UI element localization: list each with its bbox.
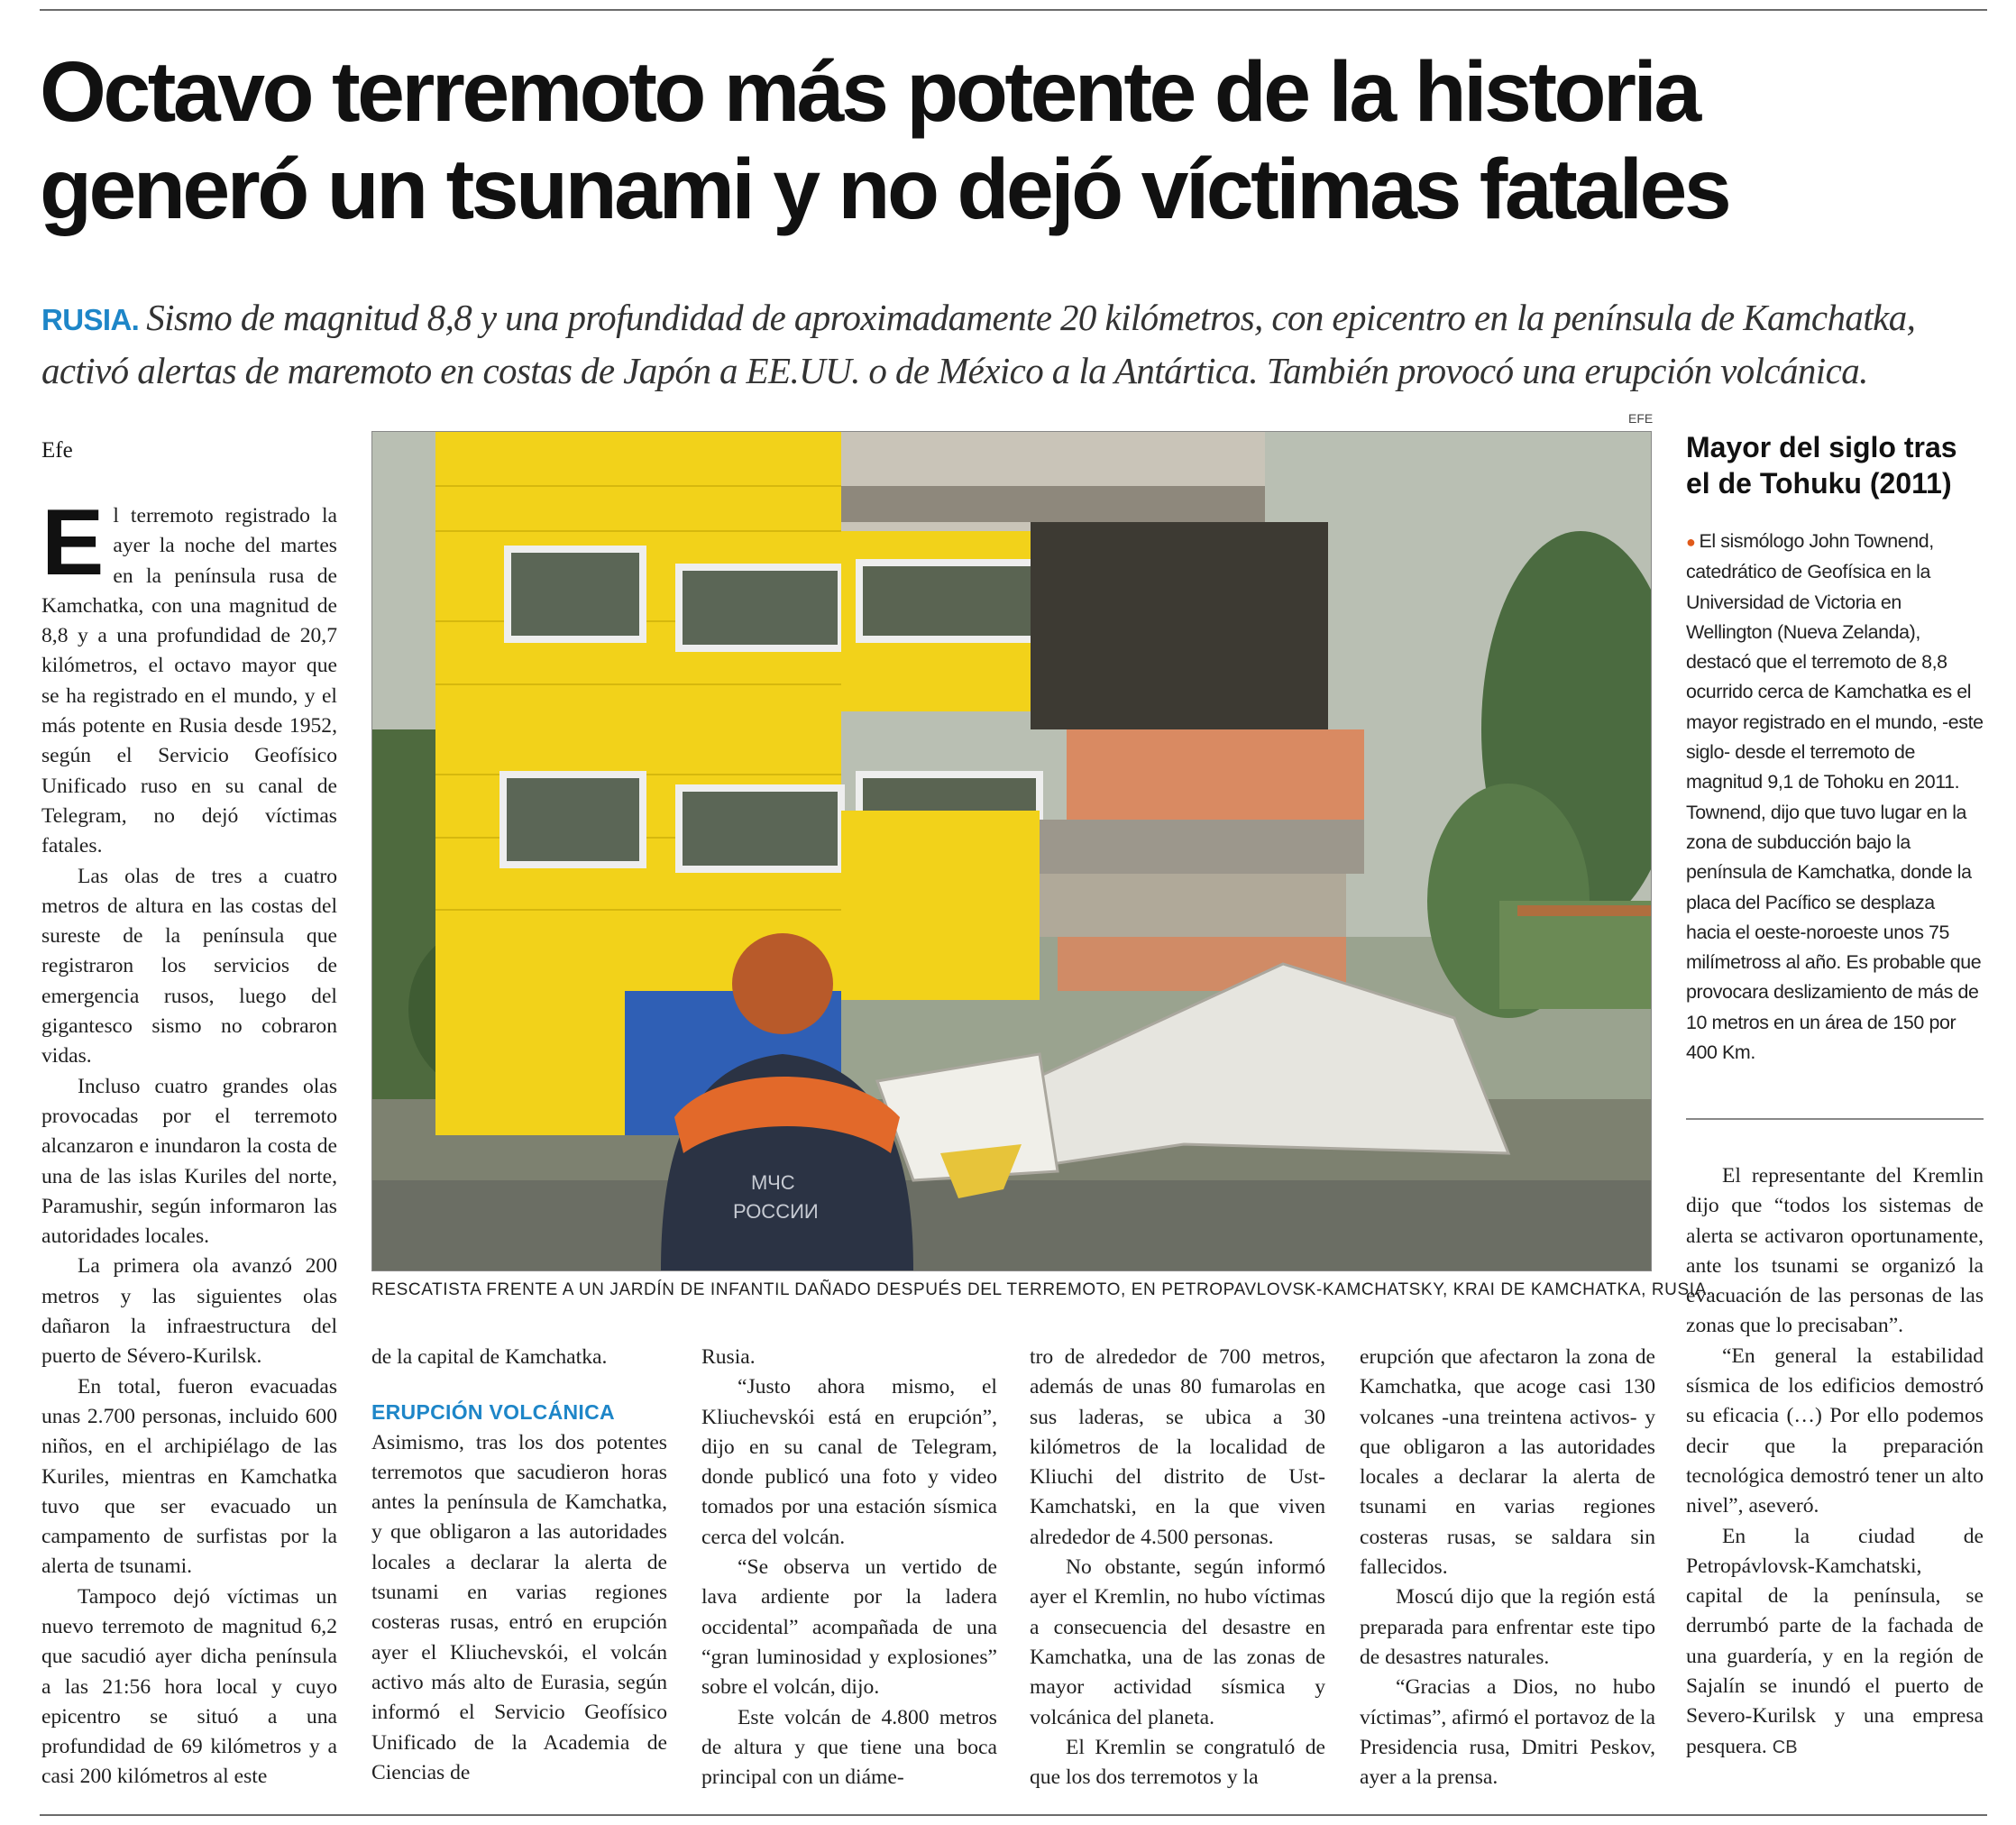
news-photo xyxy=(371,431,1652,1271)
article-paragraph: En total, fueron evacuadas unas 2.700 personas, incluido 600 niños, en el archipiélago de las Kuriles, mientras en Kamchatka tuvo que ser evacuado un campamento de surfistas por la alerta de tsunami. xyxy=(41,1374,337,1579)
sidebar-paragraph: ● El sismólogo John Townend, catedrático de Geofísica en la Universidad de Victoria en Wellington (Nueva Zelanda), destacó que el terremoto de 8,8 ocurrido cerca de Kamchatka es el mayor registrado en el mundo, -este siglo- desde el terremoto de magnitud 9,1 de Tohoku en 2011. Townend, dijo que tuvo lugar en la zona de subducción bajo la península de Kamchatka, donde la placa del Pacífico se desplaza hacia el oeste-noroeste unos 75 milímetross al año. Es probable que provocara deslizamiento de más de 10 metros en un área de 150 por 400 Km. xyxy=(1686,530,1984,1064)
article-paragraph: El representante del Kremlin dijo que “todos los sistemas de alerta se activaron oportunamente, ante los tsunami se organizó la evacuación de las personas de las zonas que lo precisaban”. xyxy=(1686,1164,1984,1338)
sidebar-title: Mayor del siglo tras el de Tohuku (2011) xyxy=(1686,431,1957,500)
article-paragraph: Este volcán de 4.800 metros de altura y que tiene una boca principal con un diáme- xyxy=(701,1705,997,1790)
article-paragraph: Tampoco dejó víctimas un nuevo terremoto de magnitud 6,2 que sacudió ayer dicha península a las 21:56 hora local y cuyo epicentro se situó a una profundidad de 69 kilómetros y a casi 200 kilómetros al este xyxy=(41,1584,337,1789)
drop-cap: E xyxy=(41,491,105,595)
sidebar-divider xyxy=(1686,1118,1984,1120)
sidebar-text xyxy=(1686,527,1984,1068)
deck-text: Sismo de magnitud 8,8 y una profundidad de aproximadamente 20 kilómetros, con epicentro en la península de Kamchatka, activó alertas de maremoto en costas de Japón a EE.UU. o de México a la Antártica. También provocó una erupción volcánica. xyxy=(41,297,1916,391)
article-paragraph: “Gracias a Dios, no hubo víctimas”, afirmó el portavoz de la Presidencia rusa, Dmitri Peskov, ayer a la prensa. xyxy=(1360,1675,1655,1790)
vest-text: МЧС xyxy=(751,1171,795,1194)
article-column-6 xyxy=(1686,1161,1984,1763)
article-column-2 xyxy=(371,1343,667,1788)
deck xyxy=(41,292,1989,396)
article-column-1 xyxy=(41,491,337,1793)
article-paragraph: Asimismo, tras los dos potentes terremotos que sacudieron horas antes la península de Kamchatka, y que obligaron a las autoridades locales a declarar la alerta de tsunami en varias regiones costeras rusas, entró en erupción ayer el Kliuchevskói, el volcán activo más alto de Eurasia, según informó el Servicio Geofísico Unificado de la Academia de Ciencias de xyxy=(371,1430,667,1784)
top-rule xyxy=(40,9,1987,11)
end-mark: CB xyxy=(1772,1737,1798,1757)
article-column-3 xyxy=(701,1343,997,1793)
article-paragraph: La primera ola avanzó 200 metros y las siguientes olas dañaron la infraestructura del puerto de Sévero-Kurilsk. xyxy=(41,1254,337,1369)
photo-credit: EFE xyxy=(1628,411,1654,426)
article-column-4 xyxy=(1030,1343,1325,1793)
vest-text: РОССИИ xyxy=(733,1200,819,1223)
article-paragraph: Las olas de tres a cuatro metros de altura en las costas del sureste de la península que registraron los servicios de emergencia rusos, luego del gigantesco sismo no cobraron vidas. xyxy=(41,864,337,1068)
article-paragraph: de la capital de Kamchatka. xyxy=(371,1345,608,1369)
article-paragraph: “Justo ahora mismo, el Kliuchevskói está en erupción”, dijo en su canal de Telegram, donde publicó una foto y video tomados por una estación sísmica cerca del volcán. xyxy=(701,1375,997,1549)
article-paragraph: El terremoto registrado la ayer la noche del martes en la península rusa de Kamchatka, con una magnitud de 8,8 y a una profundidad de 20,7 kilómetros, el octavo mayor que se ha registrado en el mundo, y el más potente en Rusia desde 1952, según el Servicio Geofísico Unificado ruso en su canal de Telegram, no dejó víctimas fatales. xyxy=(41,491,337,858)
article-paragraph: tro de alrededor de 700 metros, además de unas 80 fumarolas en sus laderas, se ubica a 30 kilómetros de la localidad de Kliuchi del distrito de Ust-Kamchatski, en la que viven alrededor de 4.500 personas. xyxy=(1030,1345,1325,1549)
article-paragraph: Rusia. xyxy=(701,1345,756,1369)
article-paragraph: Moscú dijo que la región está preparada para enfrentar este tipo de desastres naturales. xyxy=(1360,1585,1655,1669)
photo-caption: RESCATISTA FRENTE A UN JARDÍN DE INFANTIL DAÑADO DESPUÉS DEL TERREMOTO, EN PETROPAVLOVSK-KAMCHATSKY, KRAI DE KAMCHATKA, RUSIA. xyxy=(371,1280,1712,1299)
bullet-icon: ● xyxy=(1686,533,1696,551)
article-column-5 xyxy=(1360,1343,1655,1793)
article-paragraph: erupción que afectaron la zona de Kamchatka, que acoge casi 130 volcanes -una treintena activos- y que obligaron a las autoridades locales a declarar la alerta de tsunami en varias regiones costeras rusas, se saldara sin fallecidos. xyxy=(1360,1345,1655,1580)
article-paragraph: En la ciudad de Petropávlovsk-Kamchatski, capital de la península, se derrumbó parte de la fachada de una guardería, y en la región de Sajalín se inundó el puerto de Severo-Kurilsk y una empresa pesquera. CB xyxy=(1686,1524,1984,1758)
section-tag: RUSIA. xyxy=(41,303,140,336)
headline-line-1: Octavo terremoto más potente de la historia xyxy=(40,44,1699,140)
article-paragraph: El Kremlin se congratuló de que los dos terremotos y la xyxy=(1030,1735,1325,1790)
article-paragraph: No obstante, según informó ayer el Kremlin, no hubo víctimas a consecuencia del desastre en Kamchatka, una de las zonas de mayor actividad sísmica y volcánica del planeta. xyxy=(1030,1555,1325,1729)
article-paragraph: “Se observa un vertido de lava ardiente por la ladera occidental” acompañada de una “gran luminosidad y explosiones” sobre el volcán, dijo. xyxy=(701,1555,997,1700)
article-paragraph: Incluso cuatro grandes olas provocadas por el terremoto alcanzaron e inundaron la costa de una de las islas Kuriles del norte, Paramushir, según informaron las autoridades locales. xyxy=(41,1074,337,1249)
section-subhead: ERUPCIÓN VOLCÁNICA xyxy=(371,1400,615,1425)
byline: Efe xyxy=(41,438,73,463)
bottom-rule xyxy=(40,1814,1987,1816)
article-paragraph: “En general la estabilidad sísmica de los edificios demostró su eficacia (…) Por ello podemos decir que la preparación tecnológica demostró tener un alto nivel”, aseveró. xyxy=(1686,1344,1984,1518)
headline-line-2: generó un tsunami y no dejó víctimas fatales xyxy=(40,142,1729,237)
headline xyxy=(40,43,1987,238)
damaged-kindergarten-illustration xyxy=(372,432,1651,1270)
